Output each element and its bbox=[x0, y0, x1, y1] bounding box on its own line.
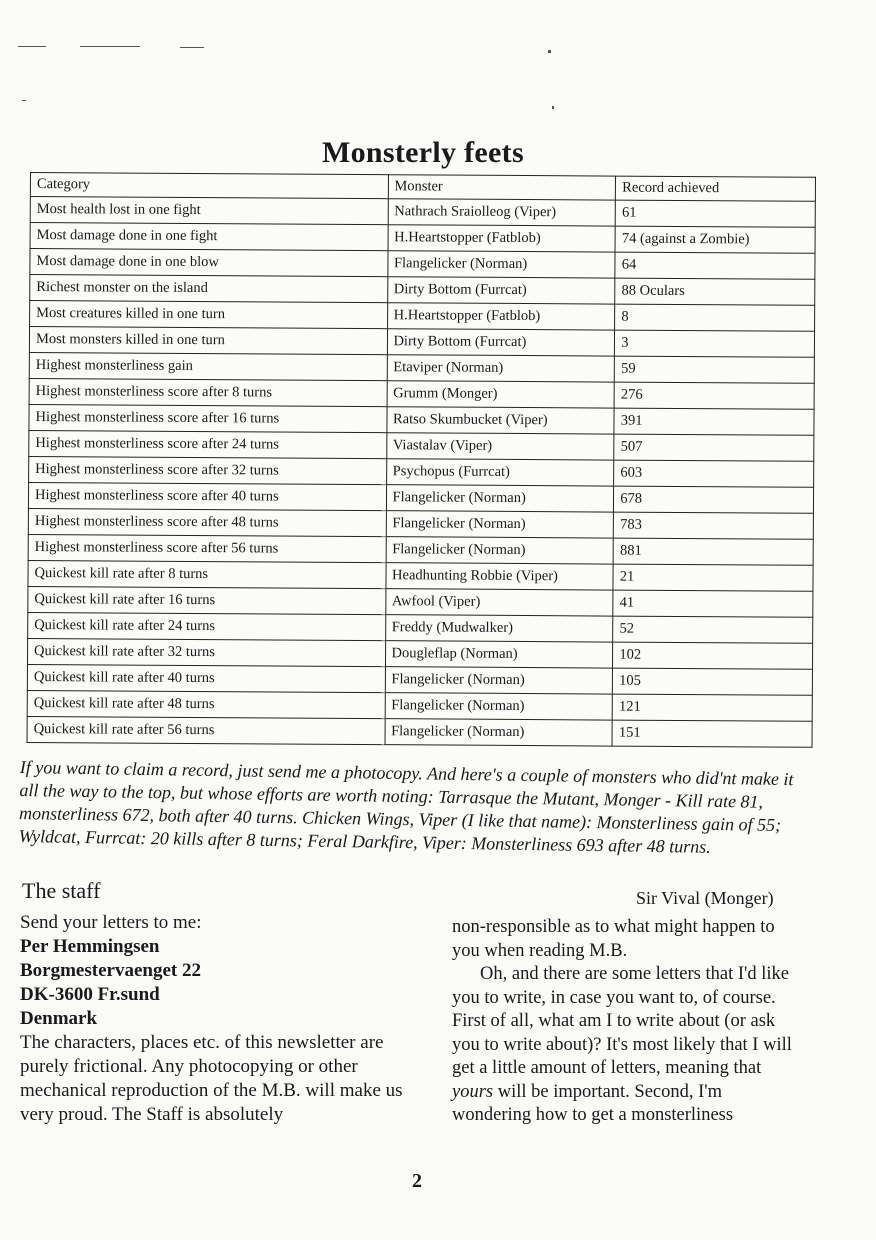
address-name: Per Hemmingsen bbox=[20, 936, 160, 957]
record-cell: 105 bbox=[613, 668, 813, 695]
record-cell: 88 Oculars bbox=[615, 278, 815, 305]
monster-cell: Grumm (Monger) bbox=[387, 381, 615, 408]
records-note: If you want to claim a record, just send me a photocopy. And here's a couple of monsters who did'nt make it all the way to the top, but whose efforts are worth noting: Tarrasque the Mutant, Monger - Kill rate 81, monsterliness 672, both after 40 turns. Chicken Wings, Viper (I like that name): Monsterliness gain of 55; Wyldcat, Furrcat: 20 kills after 8 turns; Feral Darkfire, Viper: Monsterliness 693 after 48 turns. bbox=[18, 756, 794, 857]
record-cell: 102 bbox=[613, 642, 813, 669]
monster-cell: Nathrach Sraiolleog (Viper) bbox=[388, 199, 616, 226]
monster-cell: Flangelicker (Norman) bbox=[386, 485, 614, 512]
right-paragraph-1: non-responsible as to what might happen to you when reading M.B. bbox=[452, 917, 775, 961]
page-title: Monsterly feets bbox=[322, 136, 524, 169]
column-header-record: Record achieved bbox=[616, 176, 816, 201]
monster-cell: H.Heartstopper (Fatblob) bbox=[387, 303, 615, 330]
monster-cell: Flangelicker (Norman) bbox=[386, 511, 614, 538]
monster-cell: Etaviper (Norman) bbox=[387, 355, 615, 382]
signature: Sir Vival (Monger) bbox=[636, 888, 774, 908]
records-body bbox=[27, 197, 815, 748]
category-cell: Most damage done in one blow bbox=[30, 249, 388, 277]
scan-speck bbox=[552, 106, 554, 109]
category-cell: Highest monsterliness score after 32 turns bbox=[29, 456, 387, 484]
record-cell: 61 bbox=[615, 200, 815, 227]
monster-cell: Flangelicker (Norman) bbox=[385, 667, 613, 694]
record-cell: 507 bbox=[614, 434, 814, 461]
category-cell: Quickest kill rate after 16 turns bbox=[28, 586, 386, 614]
category-cell: Most damage done in one fight bbox=[30, 223, 388, 251]
monster-cell: Flangelicker (Norman) bbox=[386, 537, 614, 564]
record-cell: 64 bbox=[615, 252, 815, 279]
monster-cell: Flangelicker (Norman) bbox=[385, 719, 613, 746]
monster-cell: Flangelicker (Norman) bbox=[385, 693, 613, 720]
category-cell: Highest monsterliness score after 48 turns bbox=[28, 508, 386, 536]
monster-cell: H.Heartstopper (Fatblob) bbox=[388, 225, 616, 252]
record-cell: 59 bbox=[615, 356, 815, 383]
category-cell: Quickest kill rate after 40 turns bbox=[27, 664, 385, 692]
monster-cell: Dougleflap (Norman) bbox=[385, 641, 613, 668]
monster-cell: Freddy (Mudwalker) bbox=[385, 615, 613, 642]
staff-intro: Send your letters to me: bbox=[20, 912, 202, 933]
record-cell: 41 bbox=[613, 590, 813, 617]
page-number: 2 bbox=[412, 1170, 422, 1192]
category-cell: Highest monsterliness score after 56 turns bbox=[28, 534, 386, 562]
right-paragraph-2 bbox=[452, 963, 802, 1128]
scan-speck bbox=[80, 46, 140, 47]
address-country: Denmark bbox=[20, 1008, 98, 1029]
column-header-monster: Monster bbox=[388, 175, 616, 200]
category-cell: Most monsters killed in one turn bbox=[29, 327, 387, 355]
monster-cell: Flangelicker (Norman) bbox=[387, 251, 615, 278]
category-cell: Quickest kill rate after 32 turns bbox=[27, 638, 385, 666]
record-cell: 121 bbox=[612, 694, 812, 721]
scan-speck bbox=[180, 47, 204, 48]
record-cell: 8 bbox=[615, 304, 815, 331]
category-cell: Highest monsterliness score after 8 turns bbox=[29, 378, 387, 406]
table-row bbox=[27, 716, 812, 747]
scan-speck bbox=[18, 46, 46, 47]
monster-cell: Dirty Bottom (Furrcat) bbox=[387, 277, 615, 304]
category-cell: Quickest kill rate after 48 turns bbox=[27, 690, 385, 718]
category-cell: Quickest kill rate after 24 turns bbox=[28, 612, 386, 640]
category-cell: Quickest kill rate after 56 turns bbox=[27, 716, 385, 744]
address-city: DK-3600 Fr.sund bbox=[20, 984, 160, 1005]
right-paragraph-2-emphasis: yours bbox=[452, 1081, 494, 1102]
monster-cell: Awfool (Viper) bbox=[385, 589, 613, 616]
monster-cell: Viastalav (Viper) bbox=[386, 433, 614, 460]
right-paragraph-2-end: will be important. Second, I'm wondering how to get a monsterliness bbox=[452, 1081, 734, 1125]
address-street: Borgmestervaenget 22 bbox=[20, 960, 201, 981]
record-cell: 881 bbox=[613, 538, 813, 565]
category-cell: Highest monsterliness score after 16 turns bbox=[29, 404, 387, 432]
category-cell: Highest monsterliness score after 24 turns bbox=[29, 430, 387, 458]
record-cell: 783 bbox=[614, 512, 814, 539]
category-cell: Highest monsterliness gain bbox=[29, 352, 387, 380]
records-table bbox=[27, 172, 816, 748]
category-cell: Highest monsterliness score after 40 turns bbox=[28, 482, 386, 510]
column-header-category: Category bbox=[30, 173, 388, 199]
record-cell: 678 bbox=[614, 486, 814, 513]
category-cell: Richest monster on the island bbox=[30, 275, 388, 303]
monster-cell: Psychopus (Furrcat) bbox=[386, 459, 614, 486]
record-cell: 21 bbox=[613, 564, 813, 591]
right-paragraph-2-start: Oh, and there are some letters that I'd like you to write, in case you want to, of course. First of all, what am I to write about (or ask you to write about)? It's most likely that I will get a little amount of letters, meaning that bbox=[452, 964, 792, 1078]
scan-speck bbox=[22, 100, 26, 101]
record-cell: 3 bbox=[615, 330, 815, 357]
left-column bbox=[20, 911, 430, 1127]
disclaimer-text: The characters, places etc. of this newsletter are purely frictional. Any photocopying or other mechanical reproduction of the M.B. will make us very proud. The Staff is absolutely bbox=[20, 1032, 403, 1125]
scan-speck bbox=[548, 50, 551, 53]
record-cell: 74 (against a Zombie) bbox=[615, 226, 815, 253]
record-cell: 276 bbox=[614, 382, 814, 409]
monster-cell: Headhunting Robbie (Viper) bbox=[385, 563, 613, 590]
record-cell: 391 bbox=[614, 408, 814, 435]
right-column bbox=[452, 916, 802, 1128]
monster-cell: Ratso Skumbucket (Viper) bbox=[386, 407, 614, 434]
category-cell: Quickest kill rate after 8 turns bbox=[28, 560, 386, 588]
staff-heading: The staff bbox=[22, 878, 101, 903]
record-cell: 603 bbox=[614, 460, 814, 487]
record-cell: 52 bbox=[613, 616, 813, 643]
category-cell: Most health lost in one fight bbox=[30, 197, 388, 225]
category-cell: Most creatures killed in one turn bbox=[30, 301, 388, 329]
monster-cell: Dirty Bottom (Furrcat) bbox=[387, 329, 615, 356]
record-cell: 151 bbox=[612, 720, 812, 747]
